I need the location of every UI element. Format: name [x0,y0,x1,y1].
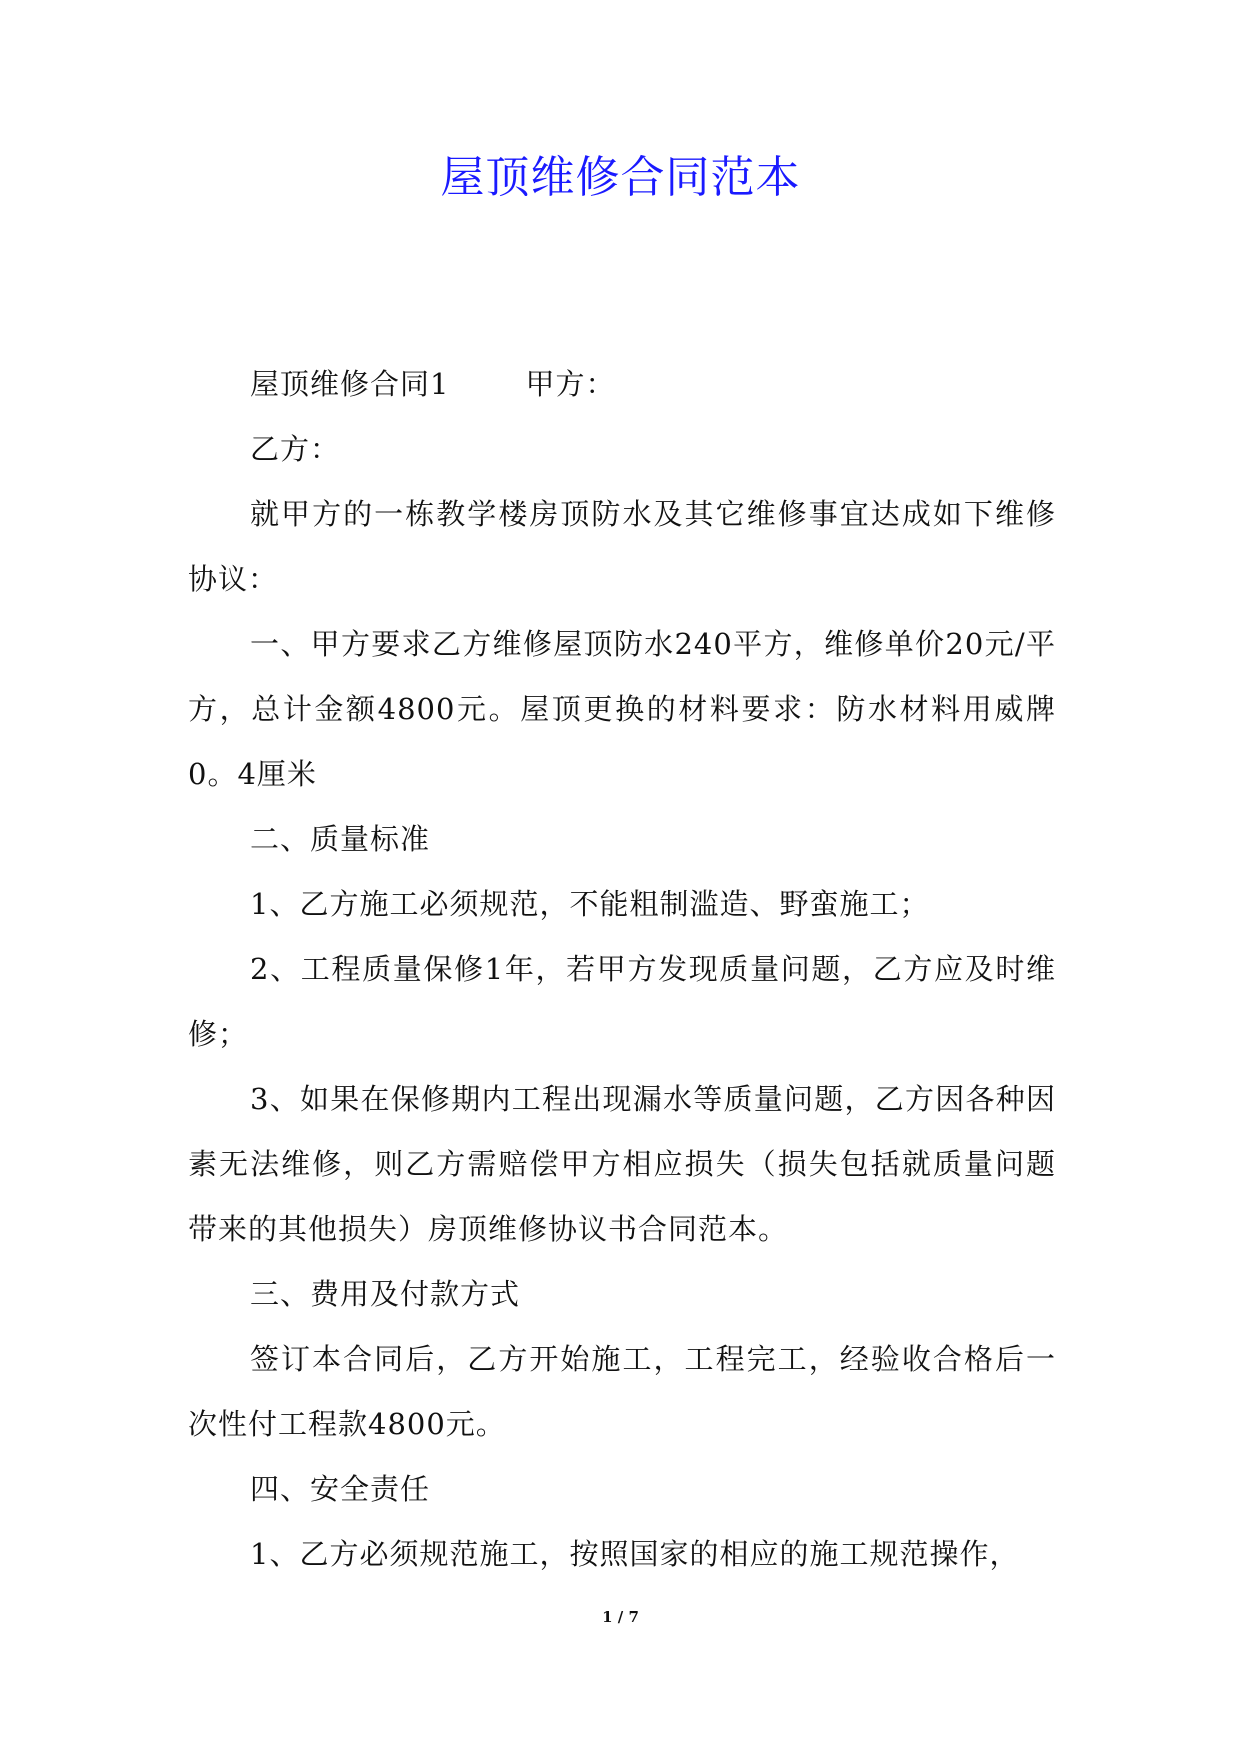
section-heading-safety: 四、安全责任 [250,1472,431,1506]
page-number: 1 / 7 [602,1608,639,1626]
paragraph-payment: 签订本合同后，乙方开始施工，工程完工，经验收合格后一次性付工程款4800元。 [188,1342,1056,1441]
document-title: 屋顶维修合同范本 [440,152,801,203]
paragraph-quality-2: 2、工程质量保修1年，若甲方发现质量问题，乙方应及时维修； [188,952,1056,1051]
paragraph-quality-3: 3、如果在保修期内工程出现漏水等质量问题，乙方因各种因素无法维修，则乙方需赔偿甲方相应损失（损失包括就质量问题带来的其他损失）房顶维修协议书合同范本。 [188,1082,1056,1246]
contract-heading: 屋顶维修合同1 [250,367,450,401]
section-heading-quality: 二、质量标准 [250,822,431,856]
document-body [188,352,1056,1587]
section-heading-payment: 三、费用及付款方式 [250,1277,521,1311]
paragraph-intro: 就甲方的一栋教学楼房顶防水及其它维修事宜达成如下维修协议： [188,497,1056,596]
paragraph-safety-1: 1、乙方必须规范施工，按照国家的相应的施工规范操作， [250,1537,1020,1571]
opening-line [188,352,1056,417]
paragraph-clause-1: 一、甲方要求乙方维修屋顶防水240平方，维修单价20元/平方，总计金额4800元。屋顶更换的材料要求：防水材料用威牌0。4厘米 [188,627,1056,791]
party-a-label: 甲方： [525,367,616,401]
paragraph-party-b: 乙方： [250,432,341,466]
paragraph-quality-1: 1、乙方施工必须规范，不能粗制滥造、野蛮施工； [250,887,930,921]
